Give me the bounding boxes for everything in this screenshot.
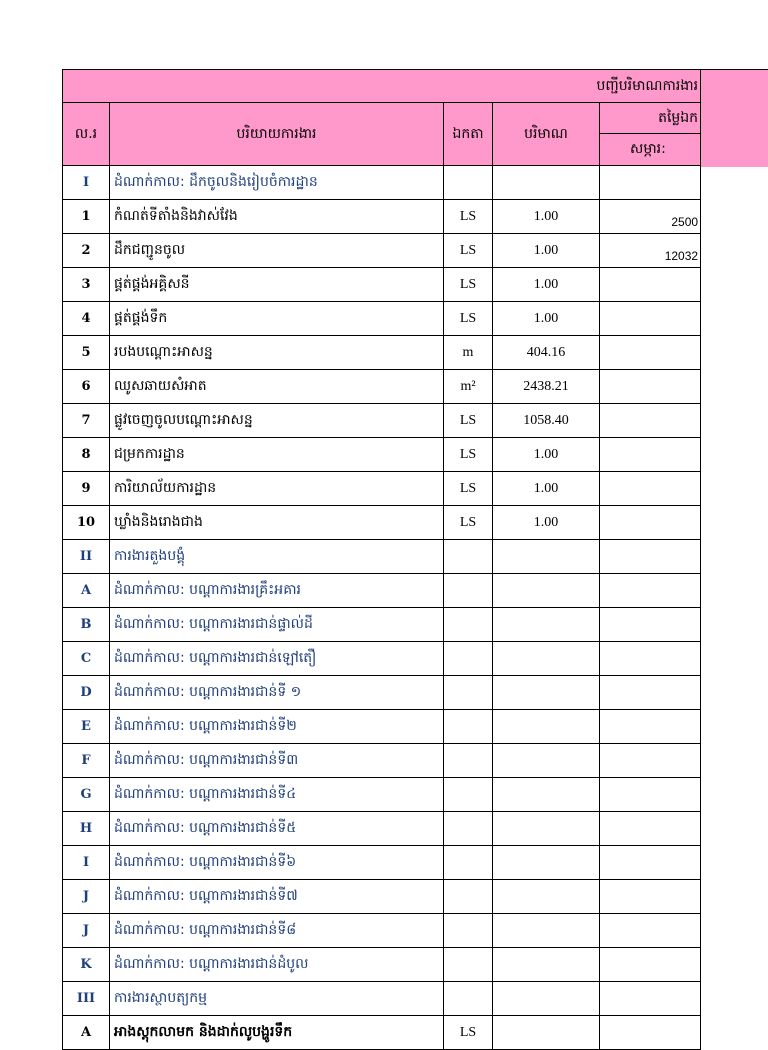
unit-price-cell[interactable] [600,302,701,336]
table-row [63,982,701,1016]
description-cell[interactable]: ដំណាក់កាល: បណ្ដាការងារគ្រឹះអគារ [110,574,444,608]
description-cell[interactable]: ដំណាក់កាល: បណ្ដាការងារជាន់ទី២ [110,710,444,744]
item-number-cell[interactable]: H [63,812,110,846]
header-unit[interactable]: ឯកតា [444,103,493,166]
unit-price-cell[interactable] [600,676,701,710]
header-row [63,103,701,134]
unit-cell[interactable]: LS [444,472,493,506]
unit-cell[interactable]: LS [444,1016,493,1050]
header-description[interactable]: បរិយាយការងារ [110,103,444,166]
item-number-cell[interactable]: E [63,710,110,744]
unit-cell[interactable] [444,710,493,744]
unit-price-cell[interactable] [600,438,701,472]
item-number-cell[interactable]: 7 [63,404,110,438]
table-row [63,438,701,472]
description-cell[interactable]: ដំណាក់កាល: បណ្ដាការងារជាន់ទី ១ [110,676,444,710]
unit-cell[interactable] [444,166,493,200]
quantity-cell[interactable] [493,710,600,744]
unit-cell[interactable]: LS [444,234,493,268]
unit-price-cell[interactable] [600,404,701,438]
unit-cell[interactable] [444,642,493,676]
unit-cell[interactable] [444,982,493,1016]
description-cell[interactable]: ដំណាក់កាល: បណ្ដាការងារជាន់ទី៤ [110,778,444,812]
unit-price-cell[interactable] [600,1016,701,1050]
quantity-cell[interactable]: 1.00 [493,268,600,302]
description-cell[interactable]: កំណត់ទីតាំងនិងវាស់វែង [110,200,444,234]
unit-cell[interactable]: LS [444,268,493,302]
unit-price-cell[interactable] [600,540,701,574]
description-cell[interactable]: ផ្គត់ផ្គង់អគ្គិសនី [110,268,444,302]
quantity-cell[interactable] [493,982,600,1016]
item-number-cell[interactable]: 1 [63,200,110,234]
quantity-cell[interactable] [493,642,600,676]
description-cell[interactable]: ការិយាល័យការដ្ឋាន [110,472,444,506]
table-row [63,710,701,744]
table-row [63,948,701,982]
description-cell[interactable]: ដំណាក់កាល: បណ្ដាការងារជាន់ដំបូល [110,948,444,982]
unit-cell[interactable] [444,574,493,608]
unit-cell[interactable]: m² [444,370,493,404]
item-number-cell[interactable]: C [63,642,110,676]
item-number-cell[interactable]: 4 [63,302,110,336]
table-row [63,608,701,642]
item-number-cell[interactable]: 5 [63,336,110,370]
unit-price-cell[interactable] [600,506,701,540]
item-number-cell[interactable]: I [63,166,110,200]
item-number-cell[interactable]: II [63,540,110,574]
unit-cell[interactable] [444,880,493,914]
description-cell[interactable]: ជម្រកការដ្ឋាន [110,438,444,472]
table-row [63,812,701,846]
description-cell[interactable]: ដំណាក់កាល: បណ្ដាការងារជាន់ទី៧ [110,880,444,914]
bill-of-quantities-sheet [62,69,768,1050]
unit-price-cell[interactable] [600,744,701,778]
title-row [63,70,701,103]
item-number-cell[interactable]: D [63,676,110,710]
table-row [63,744,701,778]
quantity-cell[interactable] [493,778,600,812]
table-row [63,268,701,302]
quantity-cell[interactable]: 1.00 [493,200,600,234]
item-number-cell[interactable]: J [63,914,110,948]
unit-price-cell[interactable] [600,574,701,608]
unit-cell[interactable] [444,676,493,710]
unit-cell[interactable] [444,744,493,778]
sheet-title[interactable]: បញ្ជីបរិមាណការងារ [63,70,701,103]
quantity-cell[interactable]: 1.00 [493,302,600,336]
unit-price-cell[interactable] [600,778,701,812]
boq-table [62,69,701,1050]
item-number-cell[interactable]: F [63,744,110,778]
unit-cell[interactable]: LS [444,302,493,336]
table-row [63,200,701,234]
unit-price-cell[interactable] [600,336,701,370]
quantity-cell[interactable] [493,540,600,574]
description-cell[interactable]: ដឹកជញ្ជូនចូល [110,234,444,268]
item-number-cell[interactable]: III [63,982,110,1016]
quantity-cell[interactable]: 2438.21 [493,370,600,404]
unit-price-cell[interactable] [600,846,701,880]
item-number-cell[interactable]: I [63,846,110,880]
unit-price-cell[interactable] [600,982,701,1016]
unit-cell[interactable]: LS [444,506,493,540]
unit-cell[interactable] [444,778,493,812]
quantity-cell[interactable] [493,676,600,710]
table-row [63,1016,701,1050]
description-cell[interactable]: ឃ្លាំងនិងរោងជាង [110,506,444,540]
description-cell[interactable]: ដំណាក់កាល: បណ្ដាការងារជាន់ផ្ទាល់ដី [110,608,444,642]
quantity-cell[interactable] [493,914,600,948]
quantity-cell[interactable]: 1.00 [493,438,600,472]
quantity-cell[interactable] [493,744,600,778]
quantity-cell[interactable] [493,608,600,642]
header-no[interactable]: ល.រ [63,103,110,166]
unit-cell[interactable]: LS [444,404,493,438]
table-row [63,166,701,200]
description-cell[interactable]: ផ្លូវចេញចូលបណ្ដោះអាសន្ន [110,404,444,438]
item-number-cell[interactable]: K [63,948,110,982]
item-number-cell[interactable]: B [63,608,110,642]
table-row [63,404,701,438]
table-row [63,540,701,574]
unit-price-cell[interactable]: 12032 [600,234,701,268]
quantity-cell[interactable] [493,880,600,914]
item-number-cell[interactable]: 8 [63,438,110,472]
description-cell[interactable]: ការងារតួងបង្គុំ [110,540,444,574]
header-material[interactable]: សម្ភារ: [600,134,701,166]
unit-price-cell[interactable] [600,948,701,982]
table-row [63,880,701,914]
description-cell[interactable]: ដំណាក់កាល: បណ្ដាការងារជាន់ទី៨ [110,914,444,948]
item-number-cell[interactable]: 6 [63,370,110,404]
header-unit-price[interactable]: តម្លៃឯក [600,103,701,134]
description-cell[interactable]: ដំណាក់កាល: បណ្ដាការងារជាន់ទី៥ [110,812,444,846]
quantity-cell[interactable] [493,812,600,846]
table-row [63,914,701,948]
unit-price-cell[interactable] [600,370,701,404]
unit-cell[interactable] [444,914,493,948]
description-cell[interactable]: របងបណ្ដោះអាសន្ន [110,336,444,370]
description-cell[interactable]: ឈូសឆាយសំអាត [110,370,444,404]
description-cell[interactable]: ដំណាក់កាល: បណ្ដាការងារជាន់ទី៣ [110,744,444,778]
table-row [63,846,701,880]
quantity-cell[interactable]: 1.00 [493,234,600,268]
table-row [63,370,701,404]
unit-price-cell[interactable] [600,166,701,200]
unit-cell[interactable] [444,948,493,982]
unit-price-cell[interactable] [600,608,701,642]
unit-price-cell[interactable]: 2500 [600,200,701,234]
unit-cell[interactable] [444,812,493,846]
description-cell[interactable]: ដំណាក់កាល: បណ្ដាការងារជាន់ឡៅតឿ [110,642,444,676]
item-number-cell[interactable]: 9 [63,472,110,506]
item-number-cell[interactable]: A [63,1016,110,1050]
quantity-cell[interactable] [493,846,600,880]
item-number-cell[interactable]: J [63,880,110,914]
unit-cell[interactable]: LS [444,200,493,234]
unit-cell[interactable]: m [444,336,493,370]
unit-price-cell[interactable] [600,268,701,302]
item-number-cell[interactable]: 3 [63,268,110,302]
table-row [63,302,701,336]
table-row [63,506,701,540]
description-cell[interactable]: ផ្គត់ផ្គង់ទឹក [110,302,444,336]
unit-price-cell[interactable] [600,914,701,948]
unit-price-cell[interactable] [600,812,701,846]
item-number-cell[interactable]: A [63,574,110,608]
unit-cell[interactable] [444,608,493,642]
unit-cell[interactable] [444,540,493,574]
item-number-cell[interactable]: G [63,778,110,812]
table-row [63,336,701,370]
description-cell[interactable]: ការងារស្ថាបត្យកម្ម [110,982,444,1016]
table-row [63,642,701,676]
unit-cell[interactable]: LS [444,438,493,472]
description-cell[interactable]: ដំណាក់កាល: ដឹកចូលនិងរៀបចំការដ្ឋាន [110,166,444,200]
description-cell[interactable]: ដំណាក់កាល: បណ្ដាការងារជាន់ទី៦ [110,846,444,880]
description-cell[interactable]: អាងស្តុកលាមក និងដាក់លូបង្ហូរទឹក [110,1016,444,1050]
unit-price-cell[interactable] [600,472,701,506]
quantity-cell[interactable] [493,1016,600,1050]
quantity-cell[interactable]: 1058.40 [493,404,600,438]
table-row [63,574,701,608]
table-row [63,778,701,812]
quantity-cell[interactable]: 1.00 [493,506,600,540]
unit-price-cell[interactable] [600,710,701,744]
quantity-cell[interactable] [493,166,600,200]
item-number-cell[interactable]: 2 [63,234,110,268]
quantity-cell[interactable]: 1.00 [493,472,600,506]
table-row [63,472,701,506]
header-quantity[interactable]: បរិមាណ [493,103,600,166]
table-row [63,676,701,710]
unit-cell[interactable] [444,846,493,880]
table-row [63,234,701,268]
quantity-cell[interactable] [493,948,600,982]
quantity-cell[interactable] [493,574,600,608]
quantity-cell[interactable]: 404.16 [493,336,600,370]
item-number-cell[interactable]: 10 [63,506,110,540]
unit-price-cell[interactable] [600,642,701,676]
unit-price-cell[interactable] [600,880,701,914]
